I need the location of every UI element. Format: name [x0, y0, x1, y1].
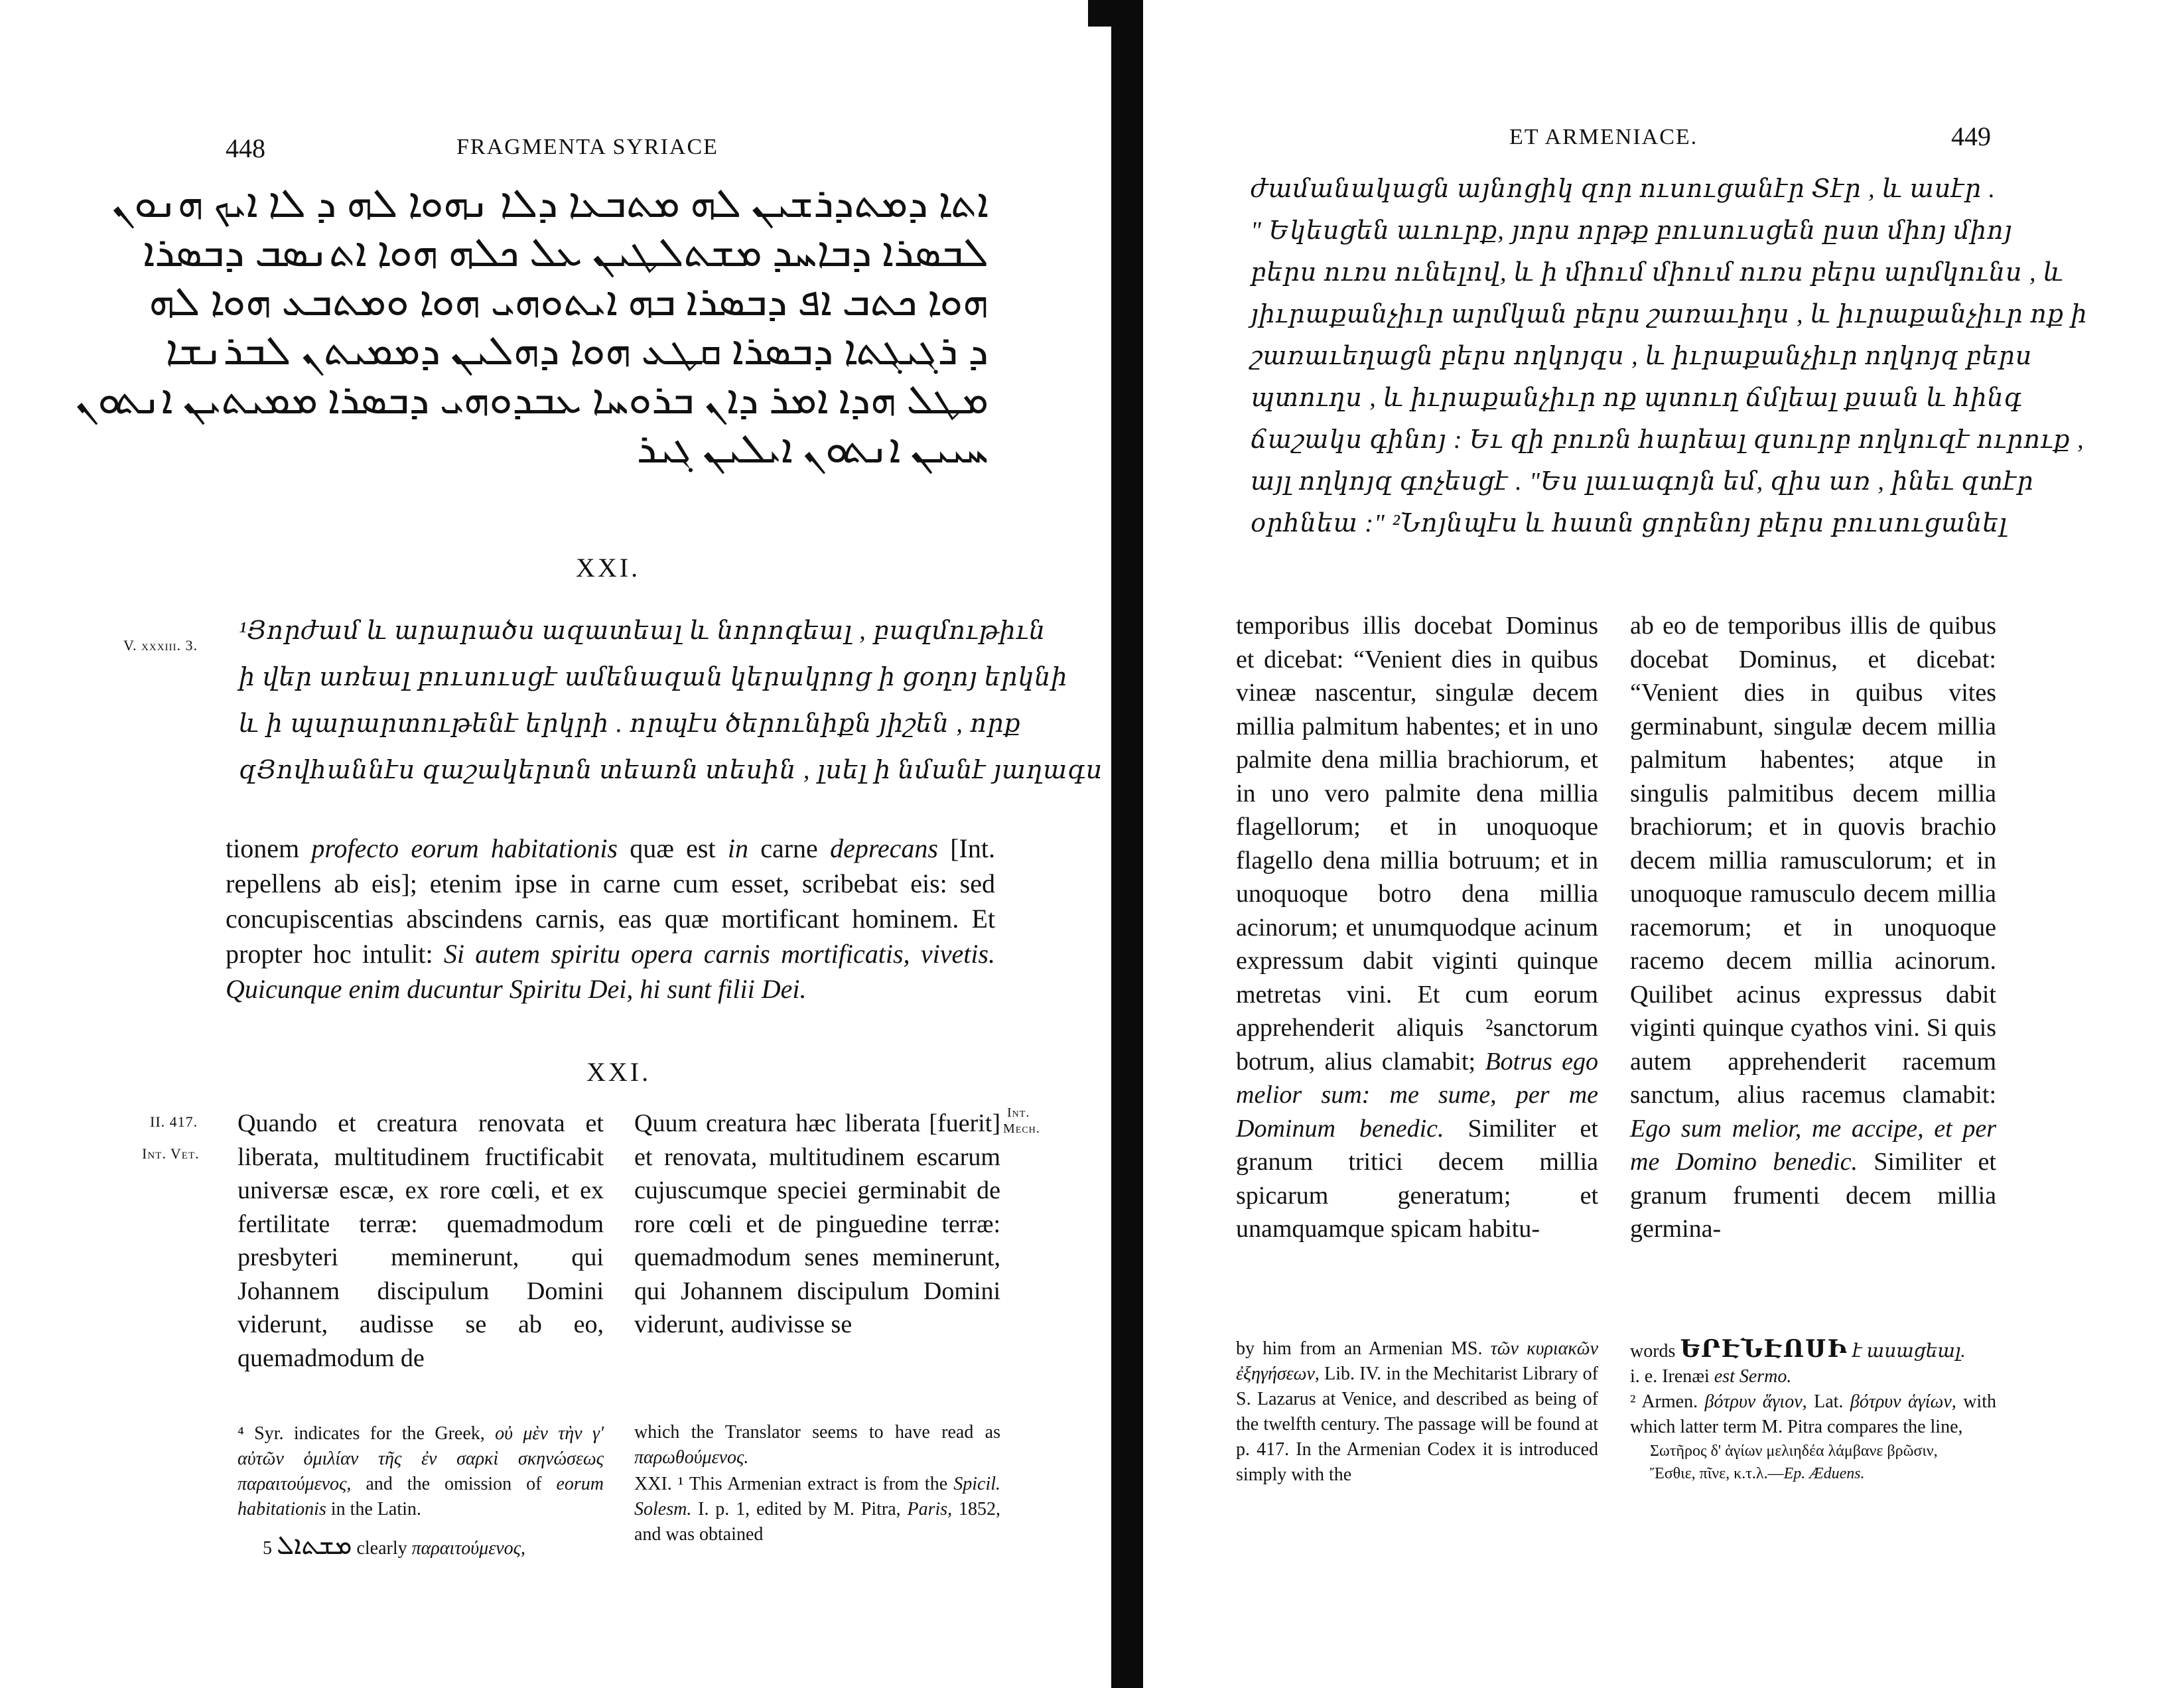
section-heading-2: XXI. [586, 1057, 651, 1087]
footnote-4 [238, 1421, 604, 1522]
text-run: and the omission of [351, 1474, 557, 1494]
footnote-right-col2 [1630, 1336, 1996, 1485]
margin-ref-right-a: Int. [1007, 1105, 1030, 1120]
text-run: ⁴ Syr. indicates for the Greek, [238, 1423, 496, 1444]
armenian-line: և ի պարարտութենէ երկրի . որպէս ծերունիքն յիշեն , որք [239, 710, 1021, 738]
margin-ref-2b: Int. Vet. [142, 1145, 200, 1162]
latin-col-right-1 [1236, 609, 1598, 1246]
latin-col-2: Quum creatura hæc liberata [fuerit] et renovata, multitudinem escarum cujuscumque speciei germinabit de rore cœli et de pinguedine terræ: quemadmodum senes meminerunt, qui Johannem discipulum Domini viderunt, audivisse se [634, 1109, 1000, 1338]
armenian-block-right [1251, 174, 2088, 550]
footnote-5 [263, 1530, 608, 1561]
text-run: quæ est [618, 833, 728, 863]
footnote-5-syriac: ܡܫܬܐܠ [277, 1530, 352, 1560]
italic-run: eorum habitationis [238, 1474, 604, 1519]
page-gutter-top [1088, 0, 1128, 27]
footnote-xxi [634, 1472, 1000, 1547]
page-number-right: 449 [1951, 121, 1991, 151]
footnote-words-lead: words [1630, 1341, 1680, 1362]
armenian-line: պտուղս , և իւրաքանչիւր ոք պտուղ ճմլեալ քսան և հինգ [1251, 384, 2023, 412]
footnote-armenian-tail: է ասացեալ. [1848, 1341, 1966, 1362]
footnote-ie [1630, 1364, 1996, 1389]
text-run: in the Latin. [326, 1499, 421, 1519]
margin-ref-2a: II. 417. [150, 1113, 198, 1130]
armenian-line: բերս ուռս ունելով, և ի միում միում ուռս բերս արմկունս , և [1251, 259, 2065, 287]
text-run: tionem [226, 833, 312, 863]
syriac-line: ܐܬܐ ܕܡܬܕܪܫܝܢ ܠܗ ܡܬܒܥܐ ܕܠܐ ܢܗܘܐ ܠܗ ܕ ܠܐ ܐܝܟ ܗܢܘܢ [111, 181, 989, 226]
footnote-col2 [634, 1420, 1000, 1470]
text-run: i. e. Irenæi [1630, 1366, 1714, 1387]
text-run: XXI. ¹ This Armenian extract is from the [634, 1474, 954, 1494]
text-run: carne [748, 833, 831, 863]
armenian-line: ի վեր առեալ բուսուսցէ ամենազան կերակրոց ի ցօղոյ երկնի [239, 664, 1068, 691]
footnote-right-col1 [1236, 1336, 1598, 1488]
margin-ref-right-b: Mech. [1003, 1121, 1040, 1136]
page-gutter [1111, 0, 1143, 1688]
footnote-5-number: 5 [263, 1538, 272, 1559]
section-heading-1: XXI. [576, 553, 641, 583]
text-run: with which latter term M. Pitra compares the line, [1630, 1391, 1996, 1437]
latin-col-right-2 [1630, 609, 1996, 1246]
text-run: which the Translator seems to have read as [634, 1422, 1000, 1442]
italic-run: profecto eorum habitationis [311, 833, 618, 863]
syriac-line: ܗܘܐ ܟܬܒ ܐܦ ܕܒܣܪܐ ܒܗ ܐܝܬܘܗܝ ܗܘܐ ܘܡܬܒܥ ܗܘܐ ܠܗ [149, 279, 989, 324]
italic-run: παραιτούμενος, [411, 1538, 526, 1559]
syriac-line: ܚܝܝܢ ܐܢܬܘܢ ܐܝܠܝܢ ܓܝܪ [636, 427, 989, 472]
syriac-line: ܡܛܠ ܗܕܐ ܐܡܪ ܕܐܢ ܒܪܘܚܐ ܥܒܕܘܗܝ ܕܒܣܪܐ ܡܡܝܬܝܢ ܐܢܬܘܢ [75, 378, 989, 423]
armenian-line: օրհնեա :" ²Նոյնպէս և հատն ցորենոյ բերս բուսուցանել [1251, 510, 2008, 537]
italic-run: παρωθούμενος. [634, 1447, 749, 1468]
text-run: temporibus illis docebat Dominus et dicebat: “Venient dies in quibus vineæ nascentur, singulæ decem millia palmitum habentes; et in uno palmite dena millia brachiorum, et in uno vero palmite dena millia flagellorum; et in unoquoque flagello dena millia botruum; et in unoquoque botro dena millia acinorum; et unumquodque acinum expressum dabit viginti quinque metretas vini. Et cum eorum apprehenderit aliquis ²sanctorum botrum, alius clamabit; [1236, 612, 1598, 1076]
footnote-2 [1630, 1389, 1996, 1440]
text-run: Ἔσθιε, πῖνε, κ.τ.λ.— [1650, 1465, 1784, 1482]
text-run: Lib. IV. in the Mechitarist Library of S. Lazarus at Venice, and described as being of the twelfth century. The passage will be found at p. 417. In the Armenian Codex it is introduced simply with the [1236, 1364, 1598, 1485]
text-run: by him from an Armenian MS. [1236, 1338, 1491, 1359]
italic-run: deprecans [830, 833, 938, 863]
text-run: [Int. repellens ab eis]; etenim ipse in carne cum esset, scribebat eis: sed concupiscentias abscindens carnis, eas quæ mortificant hominem. Et propter hoc intulit: [226, 833, 995, 969]
armenian-line: ¹Յորժամ և արարածս ազատեալ և նորոգեալ , բազմութիւն [239, 617, 1046, 645]
italic-run: τῶν κυριακῶν ἐξηγήσεων, [1236, 1338, 1598, 1384]
italic-run: Ep. Æduens. [1783, 1465, 1865, 1482]
armenian-line: զՅովհաննէս զաշակերտն տեառն տեսին , լսել ի նմանէ յաղագս [239, 756, 1103, 784]
margin-ref-1: V. xxxiii. 3. [123, 637, 198, 654]
italic-run: est Sermo. [1714, 1366, 1792, 1387]
italic-run: Ego sum melior, me accipe, et per me Domino benedic. [1630, 1114, 1996, 1176]
syriac-block [75, 179, 989, 474]
italic-run: Botrus ego melior sum: me sume, per me Dominum benedic. [1236, 1047, 1598, 1143]
italic-run: Si autem spiritu opera carnis mortificatis, vivetis. Quicunque enim ducuntur Spiritu Dei, hi sunt filii Dei. [226, 939, 995, 1004]
latin-col-1: Quando et creatura renovata et liberata, multitudinem fructificabit universæ escæ, ex rore cœli, et ex fertilitate terræ: quemadmodum presbyteri meminerunt, qui Johannem discipulum Domini viderunt, audisse se ab eo, quemadmodum de [238, 1109, 604, 1372]
footnote-verse-2 [1630, 1462, 1996, 1485]
armenian-line: ճաշակս գինոյ : Եւ զի բուռն հարեալ զսուրբ ողկուզէ ուրուք , [1251, 426, 2084, 454]
armenian-line: այլ ողկոյզ գոչեսցէ . "Ես լաւագոյն եմ, զիս առ , ինեւ զտէր [1251, 468, 2034, 496]
armenian-line: " Եկեսցեն աւուրք, յորս որթք բուսուսցեն ըստ միոյ միոյ [1251, 217, 2013, 245]
right-page [1143, 0, 2184, 1688]
italic-run: βότρυν ἁγίων, [1850, 1391, 1956, 1412]
latin-paragraph [226, 831, 995, 1007]
armenian-line: ժամանակացն այնոցիկ զոր ուսուցանէր Տէր , և ասէր . [1251, 175, 1996, 203]
armenian-line: շառաւեղացն բերս ողկոյզս , և իւրաքանչիւր ողկոյզ բերս [1251, 342, 2033, 370]
armenian-line: յիւրաքանչիւր արմկան բերս շառաւիղս , և իւրաքանչիւր ոք ի [1251, 301, 2088, 328]
italic-run: in [727, 833, 748, 863]
footnote-verse-1: Σωτῆρος δ' ἁγίων μελιηδέα λάμβανε βρῶσιν, [1650, 1442, 1938, 1460]
footnote-armenian-caps: ԵՐԷՆԷՈՍԻ [1680, 1336, 1848, 1362]
italic-run: βότρυν ἅγιον, [1704, 1391, 1807, 1412]
text-run: ² Armen. [1630, 1391, 1705, 1412]
running-head-left: FRAGMENTA SYRIACE [456, 135, 718, 159]
text-run: Similiter et granum frumenti decem millia germina- [1630, 1148, 1996, 1243]
footnote-5-text [352, 1538, 525, 1559]
syriac-line: ܕ ܪܓܝܓܬܐ ܕܒܣܪܐ ܩܛܥ ܗܘܐ ܕܗܠܝܢ ܕܡܡܝܬܢ ܠܒܪܢܫܐ [165, 328, 989, 374]
syriac-line: ܠܒܣܪܐ ܕܒܐܚܕ ܡܫܬܠܛܝܢ ܥܠ ܟܠܗ ܗܘܐ ܐܬܢܣܒ ܕܒܣܪܐ [143, 230, 989, 275]
text-run: ab eo de temporibus illis de quibus docebat Dominus, et dicebat: “Venient dies in quibus vites germinabunt, singulæ decem millia palmitum habentes; atque in singulis palmitibus decem millia brachiorum; et in quovis brachio decem millia ramusculorum; et in unoquoque ramusculo decem millia racemorum; et in unoquoque racemo decem millia acinorum. Quilibet acinus expressus dabit viginti quinque cyathos vini. Si quis autem apprehenderit racemum sanctum, alius racemus clamabit: [1630, 612, 1996, 1109]
running-head-right: ET ARMENIACE. [1509, 125, 1698, 149]
footnote-words-line [1630, 1336, 1996, 1364]
armenian-block-left [239, 616, 1103, 802]
text-run: 1852, and was obtained [634, 1499, 1000, 1545]
page-number-left: 448 [226, 133, 265, 163]
text-run: I. p. 1, edited by M. Pitra, [691, 1499, 908, 1519]
italic-run: Paris, [907, 1499, 953, 1519]
text-run: Lat. [1807, 1391, 1850, 1412]
text-run: Similiter et granum tritici decem millia spicarum generatum; et unamquamque spicam habitu- [1236, 1114, 1598, 1243]
text-run: clearly [352, 1538, 412, 1559]
italic-run: Spicil. Solesm. [634, 1474, 1000, 1519]
italic-run: οὐ μὲν τὴν γ' αὐτῶν ὁμιλίαν τῆς ἐν σαρκὶ σκηνώσεως παραιτούμενος, [238, 1423, 604, 1494]
